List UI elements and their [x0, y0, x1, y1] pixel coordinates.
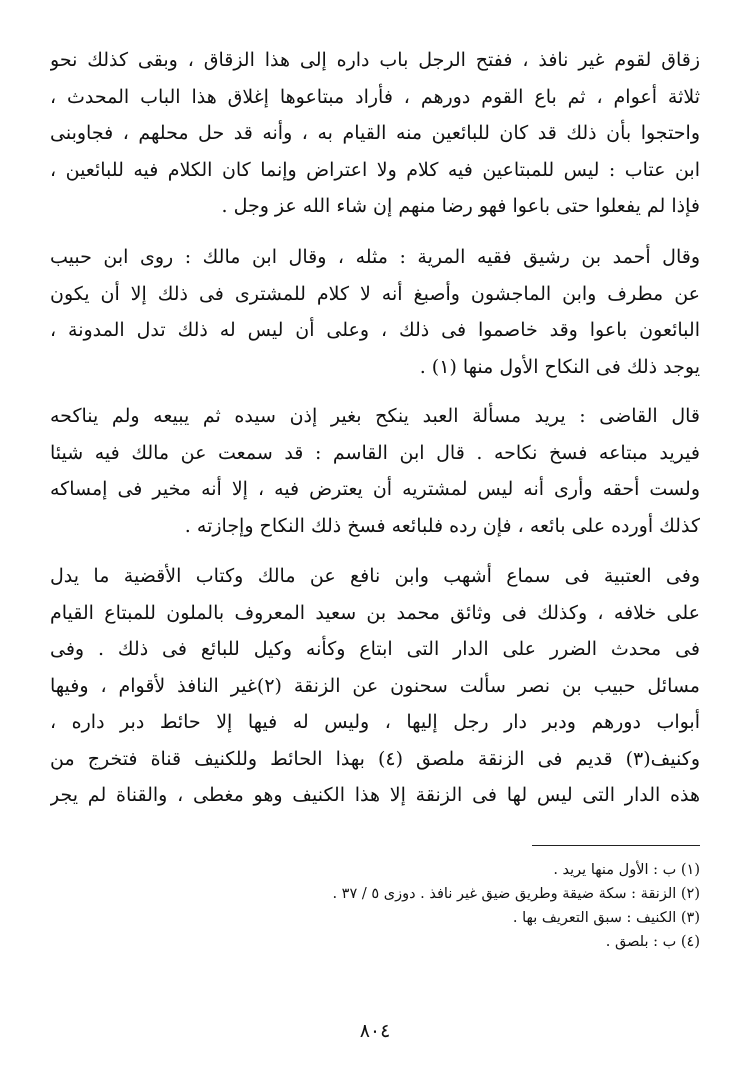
text-line: كذلك أورده على بائعه ، فإن رده فلبائعه فسخ ذلك النكاح وإجازته . — [184, 514, 700, 537]
paragraph-2 — [50, 239, 700, 385]
text-line: قال القاضى : يريد مسألة العبد ينكح بغير إذن سيده ثم يبيعه ولم يناكحه — [50, 405, 700, 427]
text-line: وفى العتبية فى سماع أشهب وابن نافع عن مالك وكتاب الأقضية ما يدل — [50, 565, 700, 587]
footnote: (٤) ب : بلصق . — [605, 934, 700, 950]
text-line: على خلافه ، وكذلك فى وثائق محمد بن سعيد المعروف بالملون للمبتاع القيام — [50, 601, 700, 624]
text-line: وكنيف(٣) قديم فى الزنقة ملصق (٤) بهذا الحائط وللكنيف قناة فتخرج من — [50, 747, 700, 770]
paragraph-1 — [50, 42, 700, 225]
text-line: زقاق لقوم غير نافذ ، ففتح الرجل باب داره إلى هذا الزقاق ، وبقى كذلك نحو — [50, 49, 700, 71]
page-number: ٨٠٤ — [359, 1020, 391, 1042]
text-line: مسائل حبيب بن نصر سألت سحنون عن الزنقة (٢)غير النافذ لأقوام ، وفيها — [50, 674, 700, 697]
text-line: ابن عتاب : ليس للمبتاعين فيه كلام ولا اعتراض وإنما كان الكلام فيه للبائعين ، — [50, 158, 700, 181]
text-line: فيريد مبتاعه فسخ نكاحه . قال ابن القاسم : قد سمعت عن مالك فيه شيئا — [50, 441, 700, 464]
footnote-separator — [532, 845, 700, 846]
text-line: يوجد ذلك فى النكاح الأول منها (١) . — [419, 355, 700, 378]
text-line: أبواب دورهم ودبر دار رجل إليها ، وليس له فيها إلا حائط دبر داره ، — [50, 711, 700, 733]
text-line: ثلاثة أعوام ، ثم باع القوم دورهم ، فأراد مبتاعوها إغلاق هذا الباب المحدث ، — [50, 85, 700, 108]
text-line: البائعون باعوا وقد خاصموا فى ذلك ، وعلى أن ليس له ذلك تدل المدونة ، — [50, 319, 700, 341]
paragraph-4 — [50, 558, 700, 814]
footnote: (٣) الكنيف : سبق التعريف بها . — [512, 910, 700, 926]
footnote: (٢) الزنقة : سكة ضيقة وطريق ضيق غير نافذ . دوزى ٥ / ٣٧ . — [332, 886, 700, 902]
text-line: ولست أحقه وأرى أنه ليس لمشتريه أن يعترض فيه ، إلا أنه مخير فى إمساكه — [50, 478, 700, 500]
text-line: فإذا لم يفعلوا حتى باعوا فهو رضا منهم إن شاء الله عز وجل . — [221, 195, 700, 217]
paragraph-3 — [50, 398, 700, 544]
book-page — [50, 30, 700, 1060]
text-line: هذه الدار التى ليس لها فى الزنقة إلا هذا الكنيف وهو مغطى ، والقناة لم يجر — [50, 784, 700, 806]
footnotes — [50, 858, 700, 954]
text-line: واحتجوا بأن ذلك قد كان للبائعين منه القيام به ، وأنه قد حل محلهم ، فجاوبنى — [50, 122, 700, 144]
footnote: (١) ب : الأول منها يريد . — [553, 862, 700, 878]
text-line: عن مطرف وابن الماجشون وأصبغ أنه لا كلام للمشترى فى ذلك إلا أن يكون — [50, 282, 700, 305]
text-line: وقال أحمد بن رشيق فقيه المرية : مثله ، وقال ابن مالك : روى ابن حبيب — [50, 246, 700, 268]
text-line: فى محدث الضرر على الدار التى ابتاع وكأنه وكيل للبائع فى ذلك . وفى — [50, 638, 700, 660]
